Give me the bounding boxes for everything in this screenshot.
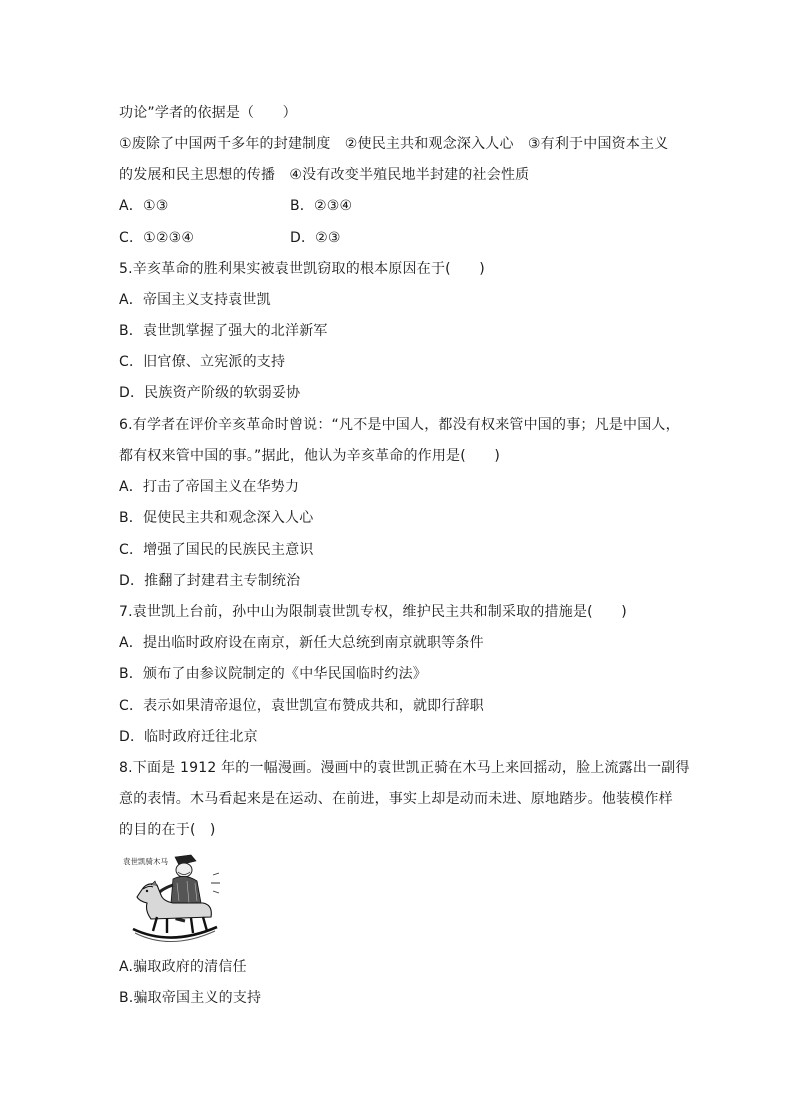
q4-options-row1 (119, 196, 519, 216)
cartoon-drawing (121, 851, 223, 947)
q8-stem-line1: 8.下面是 1912 年的一幅漫画。漫画中的袁世凯正骑在木马上来回摇动，脸上流露出一副得 (119, 760, 690, 776)
q6-option-a: A．打击了帝国主义在华势力 (119, 479, 300, 495)
q4-option-b: B．②③④ (290, 198, 353, 214)
q5-option-d: D．民族资产阶级的软弱妥协 (119, 385, 301, 401)
q6-stem-line2: 都有权来管中国的事。”据此，他认为辛亥革命的作用是( ) (119, 448, 500, 464)
rocking-horse-cartoon (121, 851, 223, 947)
q5-stem: 5.辛亥革命的胜利果实被袁世凯窃取的根本原因在于( ) (119, 261, 485, 277)
q6-option-d: D．推翻了封建君主专制统治 (119, 573, 301, 589)
q4-statements-line2: 的发展和民主思想的传播 ④没有改变半殖民地半封建的社会性质 (119, 167, 530, 183)
cartoon-caption: 袁世凯骑木马 (123, 857, 168, 866)
q7-option-b: B．颁布了由参议院制定的《中华民国临时约法》 (119, 666, 428, 682)
q7-option-d: D．临时政府迁往北京 (119, 729, 258, 745)
q4-option-d: D．②③ (290, 230, 341, 246)
q4-stem-end: 功论”学者的依据是（ ） (119, 105, 297, 121)
q5-option-a: A．帝国主义支持袁世凯 (119, 292, 271, 308)
q7-stem: 7.袁世凯上台前，孙中山为限制袁世凯专权，维护民主共和制采取的措施是( ) (119, 604, 627, 620)
q4-statements-line1: ①废除了中国两千多年的封建制度 ②使民主共和观念深入人心 ③有利于中国资本主义 (119, 136, 669, 152)
q8-option-b: B.骗取帝国主义的支持 (119, 990, 262, 1006)
q6-option-b: B．促使民主共和观念深入人心 (119, 510, 314, 526)
q5-option-b: B．袁世凯掌握了强大的北洋新军 (119, 323, 328, 339)
q6-option-c: C．增强了国民的民族民主意识 (119, 542, 314, 558)
q8-stem-line3: 的目的在于( ) (119, 822, 216, 838)
q7-option-c: C．表示如果清帝退位，袁世凯宣布赞成共和，就即行辞职 (119, 698, 484, 714)
q4-options-row2 (119, 228, 519, 248)
q7-option-a: A．提出临时政府设在南京，新任大总统到南京就职等条件 (119, 635, 484, 651)
q4-option-c: C．①②③④ (119, 230, 195, 246)
q8-stem-line2: 意的表情。木马看起来是在运动、在前进，事实上却是动而未进、原地踏步。他装模作样 (119, 791, 673, 807)
q4-option-a: A．①③ (119, 198, 169, 214)
q6-stem-line1: 6.有学者在评价辛亥革命时曾说：“凡不是中国人，都没有权来管中国的事；凡是中国人， (119, 417, 680, 433)
q8-option-a: A.骗取政府的清信任 (119, 959, 247, 975)
q5-option-c: C．旧官僚、立宪派的支持 (119, 354, 286, 370)
